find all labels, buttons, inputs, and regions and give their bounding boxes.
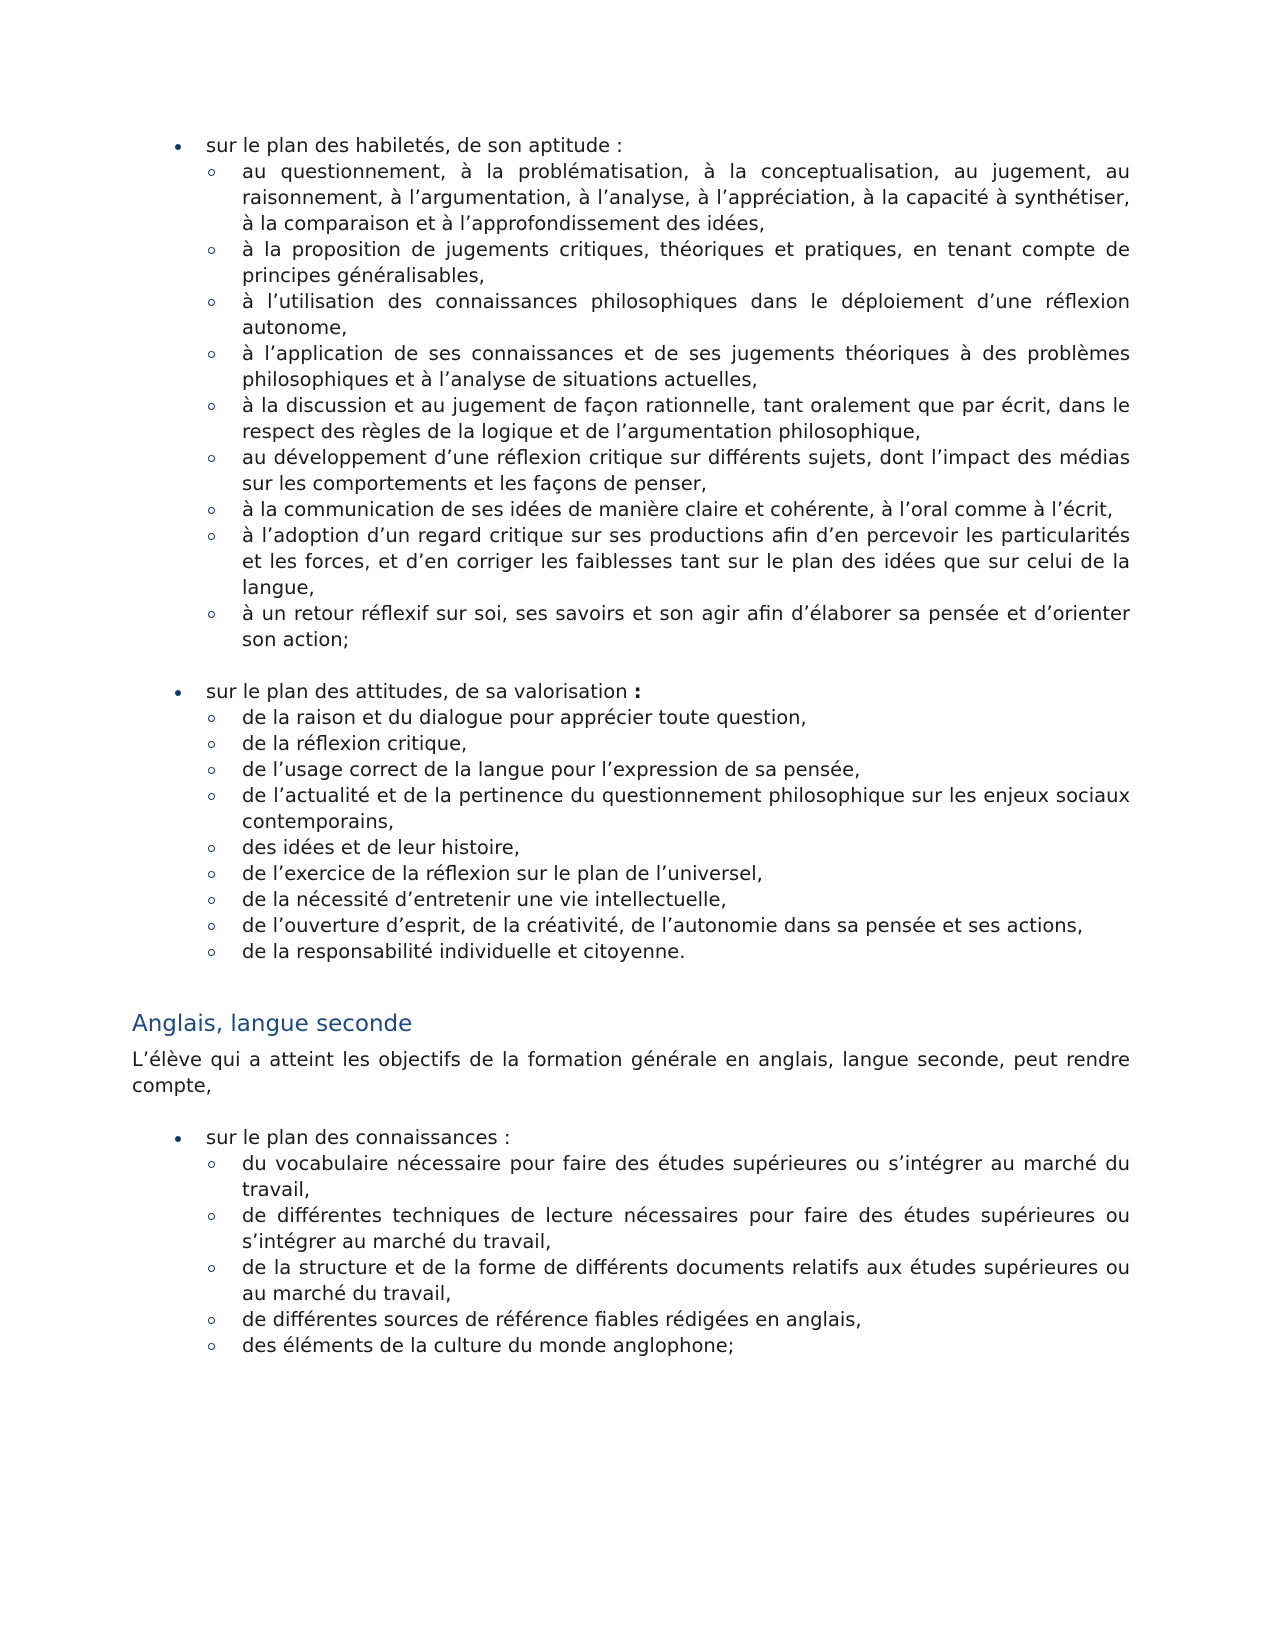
list-item: à la discussion et au jugement de façon rationnelle, tant oralement que par écrit, dans le respect des règles de la logique et de l’argumentation philosophique, xyxy=(132,393,1130,445)
list-item: de la structure et de la forme de différents documents relatifs aux études supérieures ou au marché du travail, xyxy=(132,1255,1130,1307)
habiletes-item xyxy=(132,133,1130,653)
attitudes-colon: : xyxy=(633,680,642,703)
circle-bullet-icon xyxy=(208,871,215,878)
connaissances-sublist xyxy=(206,1151,1130,1359)
spacer xyxy=(132,965,1130,1009)
circle-bullet-icon xyxy=(208,1213,215,1220)
list-item: de la réflexion critique, xyxy=(132,731,1130,757)
section-heading: Anglais, langue seconde xyxy=(132,1011,413,1037)
list-item: de différentes techniques de lecture nécessaires pour faire des études supérieures ou s’intégrer au marché du travail, xyxy=(132,1203,1130,1255)
list-item: de l’ouverture d’esprit, de la créativité, de l’autonomie dans sa pensée et ses actions, xyxy=(132,913,1130,939)
list-item: de la raison et du dialogue pour apprécier toute question, xyxy=(132,705,1130,731)
spacer xyxy=(132,653,1130,679)
circle-bullet-icon xyxy=(208,247,215,254)
habiletes-label: sur le plan des habiletés, de son aptitude : xyxy=(206,134,623,157)
document-page xyxy=(132,133,1130,1359)
habiletes-sublist xyxy=(206,159,1130,653)
list-item: à la proposition de jugements critiques, théoriques et pratiques, en tenant compte de principes généralisables, xyxy=(132,237,1130,289)
list-item: de l’actualité et de la pertinence du questionnement philosophique sur les enjeux sociaux contemporains, xyxy=(132,783,1130,835)
circle-bullet-icon xyxy=(208,741,215,748)
bullet-icon xyxy=(175,144,181,150)
list-item: de différentes sources de référence fiables rédigées en anglais, xyxy=(132,1307,1130,1333)
attitudes-item xyxy=(132,679,1130,965)
circle-bullet-icon xyxy=(208,715,215,722)
circle-bullet-icon xyxy=(208,533,215,540)
list-item: au questionnement, à la problématisation, à la conceptualisation, au jugement, au raisonnement, à l’argumentation, à l’analyse, à l’appréciation, à la capacité à synthétiser, à la comparaison et à l’approfondissement des idées, xyxy=(132,159,1130,237)
bullet-icon xyxy=(175,690,181,696)
list-item: de la nécessité d’entretenir une vie intellectuelle, xyxy=(132,887,1130,913)
circle-bullet-icon xyxy=(208,793,215,800)
intro-paragraph: L’élève qui a atteint les objectifs de la formation générale en anglais, langue seconde, peut rendre compte, xyxy=(132,1048,1130,1097)
circle-bullet-icon xyxy=(208,455,215,462)
list-item: des idées et de leur histoire, xyxy=(132,835,1130,861)
circle-bullet-icon xyxy=(208,611,215,618)
connaissances-item xyxy=(132,1125,1130,1359)
circle-bullet-icon xyxy=(208,299,215,306)
list-item: au développement d’une réflexion critique sur différents sujets, dont l’impact des médias sur les comportements et les façons de penser, xyxy=(132,445,1130,497)
attitudes-label: sur le plan des attitudes, de sa valorisation xyxy=(206,680,628,703)
circle-bullet-icon xyxy=(208,923,215,930)
circle-bullet-icon xyxy=(208,1343,215,1350)
connaissances-label: sur le plan des connaissances : xyxy=(206,1126,511,1149)
circle-bullet-icon xyxy=(208,169,215,176)
circle-bullet-icon xyxy=(208,507,215,514)
bullet-icon xyxy=(175,1136,181,1142)
list-item: à l’adoption d’un regard critique sur ses productions afin d’en percevoir les particularités et les forces, et d’en corriger les faiblesses tant sur le plan des idées que sur celui de la langue, xyxy=(132,523,1130,601)
circle-bullet-icon xyxy=(208,1317,215,1324)
habiletes-list xyxy=(132,133,1130,653)
attitudes-list xyxy=(132,679,1130,965)
list-item: à un retour réflexif sur soi, ses savoirs et son agir afin d’élaborer sa pensée et d’orienter son action; xyxy=(132,601,1130,653)
circle-bullet-icon xyxy=(208,845,215,852)
list-item: de l’exercice de la réflexion sur le plan de l’universel, xyxy=(132,861,1130,887)
circle-bullet-icon xyxy=(208,949,215,956)
circle-bullet-icon xyxy=(208,351,215,358)
list-item: à l’utilisation des connaissances philosophiques dans le déploiement d’une réflexion autonome, xyxy=(132,289,1130,341)
attitudes-sublist xyxy=(206,705,1130,965)
list-item: de la responsabilité individuelle et citoyenne. xyxy=(132,939,1130,965)
list-item: à la communication de ses idées de manière claire et cohérente, à l’oral comme à l’écrit, xyxy=(132,497,1130,523)
circle-bullet-icon xyxy=(208,1265,215,1272)
circle-bullet-icon xyxy=(208,403,215,410)
list-item: du vocabulaire nécessaire pour faire des études supérieures ou s’intégrer au marché du travail, xyxy=(132,1151,1130,1203)
list-item: à l’application de ses connaissances et de ses jugements théoriques à des problèmes philosophiques et à l’analyse de situations actuelles, xyxy=(132,341,1130,393)
list-item: des éléments de la culture du monde anglophone; xyxy=(132,1333,1130,1359)
circle-bullet-icon xyxy=(208,767,215,774)
circle-bullet-icon xyxy=(208,897,215,904)
connaissances-list xyxy=(132,1125,1130,1359)
list-item: de l’usage correct de la langue pour l’expression de sa pensée, xyxy=(132,757,1130,783)
spacer xyxy=(132,1099,1130,1125)
circle-bullet-icon xyxy=(208,1161,215,1168)
